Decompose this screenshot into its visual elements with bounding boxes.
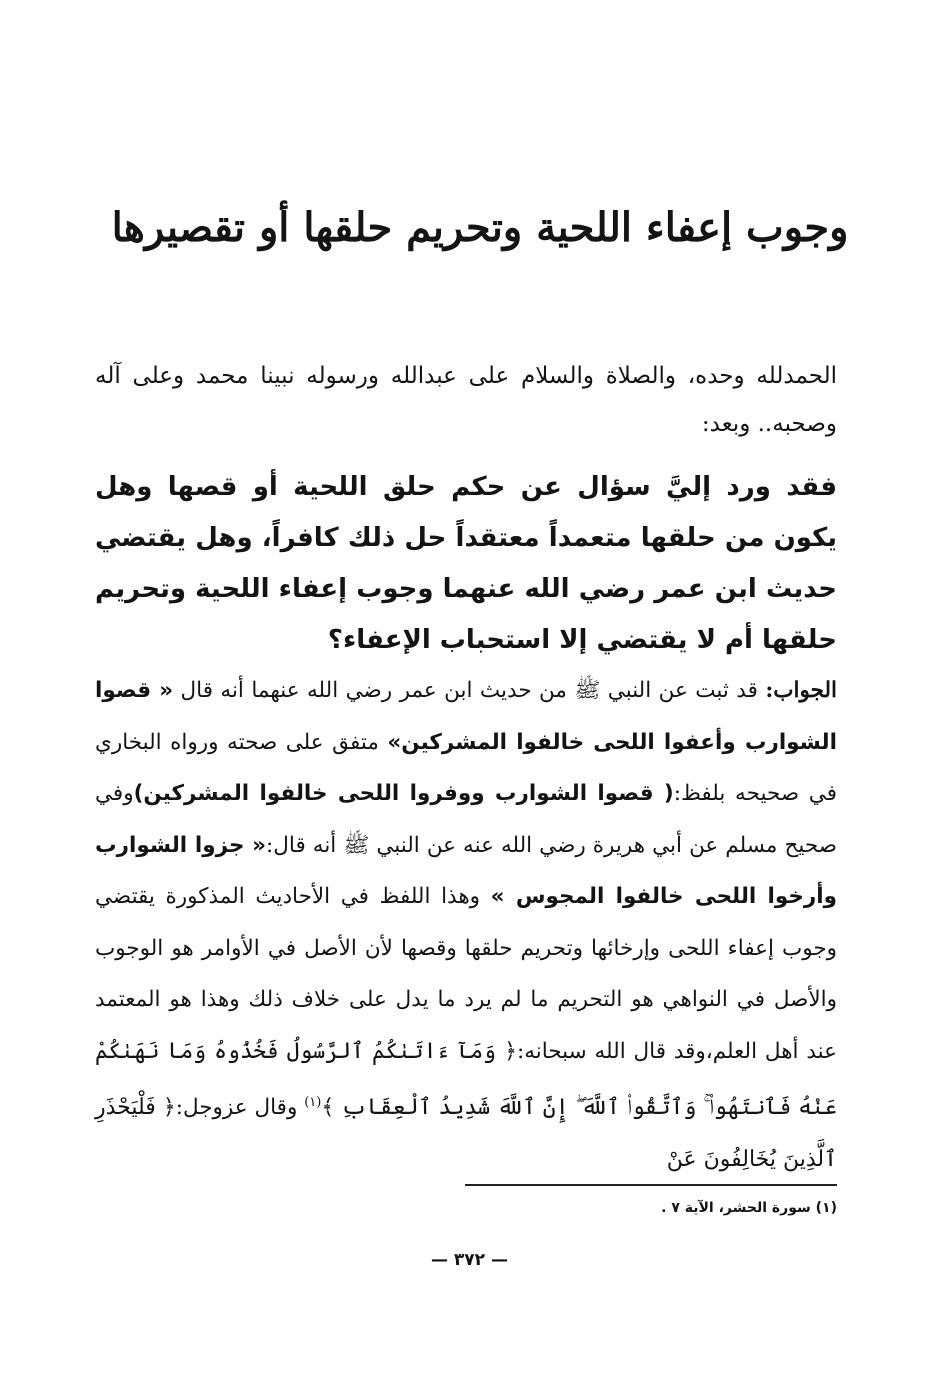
answer-text-4: وهذا اللفظ في الأحاديث المذكورة يقتضي وجوب إعفاء اللحى وإرخائها وتحريم حلقها وقصها لأن الأصل في الأوامر هو الوجوب والأصل في النواهي هو التحريم ما لم يرد ما يدل على خلاف ذلك وهذا هو المعتمد عند أهل العلم،وقد قال الله سبحانه: xyxy=(95,884,837,1064)
footnote: (١) سورة الحشر، الآية ٧ . xyxy=(661,1200,837,1216)
hadith-quote-1: « قصوا الشوارب وأعفوا اللحى خالفوا المشركين» xyxy=(95,678,837,755)
footnote-divider xyxy=(465,1184,837,1186)
answer-text-2: متفق على صحته ورواه البخاري في صحيحه بلفظ: xyxy=(95,729,837,806)
answer-text-1: قد ثبت عن النبي ﷺ من حديث ابن عمر رضي الله عنهما أنه قال xyxy=(173,678,766,703)
quran-verse-2: ﴿ فَلْيَحْذَرِ ٱلَّذِينَ يُخَالِفُونَ عَنْ xyxy=(95,1095,837,1172)
page-number: — ٣٧٢ — xyxy=(431,1250,508,1270)
hadith-quote-2: ( قصوا الشوارب ووفروا اللحى خالفوا المشركين) xyxy=(133,781,674,806)
intro-paragraph: الحمدلله وحده، والصلاة والسلام على عبدالله ورسوله نبينا محمد وعلى آله وصحبه.. وبعد: xyxy=(95,363,837,437)
answer-text-3: وفي صحيح مسلم عن أبي هريرة رضي الله عنه عن النبي ﷺ أنه قال: xyxy=(95,781,837,858)
hadith-quote-3: « جزوا الشوارب وأرخوا اللحى خالفوا المجوس » xyxy=(95,832,837,909)
quran-verse-1: ﴿ وَمَآ ءَاتَىٰكُمُ ٱلرَّسُولُ فَخُذُوهُ وَمَا نَهَىٰكُمْ عَنْهُ فَٱنتَهُوا۟ ۚ وَٱتَّقُوا۟ ٱللَّهَ ۖ إِنَّ ٱللَّهَ شَدِيدُ ٱلْعِقَابِ ﴾ xyxy=(95,1038,837,1121)
answer-label: الجواب: xyxy=(765,678,837,703)
answer-text-5: وقال عزوجل: xyxy=(175,1095,305,1121)
answer-paragraph xyxy=(95,665,837,1185)
page-title: وجوب إعفاء اللحية وتحريم حلقها أو تقصيرها xyxy=(111,204,849,251)
question-paragraph: فقد ورد إليَّ سؤال عن حكم حلق اللحية أو قصها وهل يكون من حلقها متعمداً معتقداً حل ذلك كافراً، وهل يقتضي حديث ابن عمر رضي الله عنهما وجوب إعفاء اللحية وتحريم حلقها أم لا يقتضي إلا استحباب الإعفاء؟ xyxy=(95,472,837,655)
footnote-marker: (١) xyxy=(304,1095,322,1110)
